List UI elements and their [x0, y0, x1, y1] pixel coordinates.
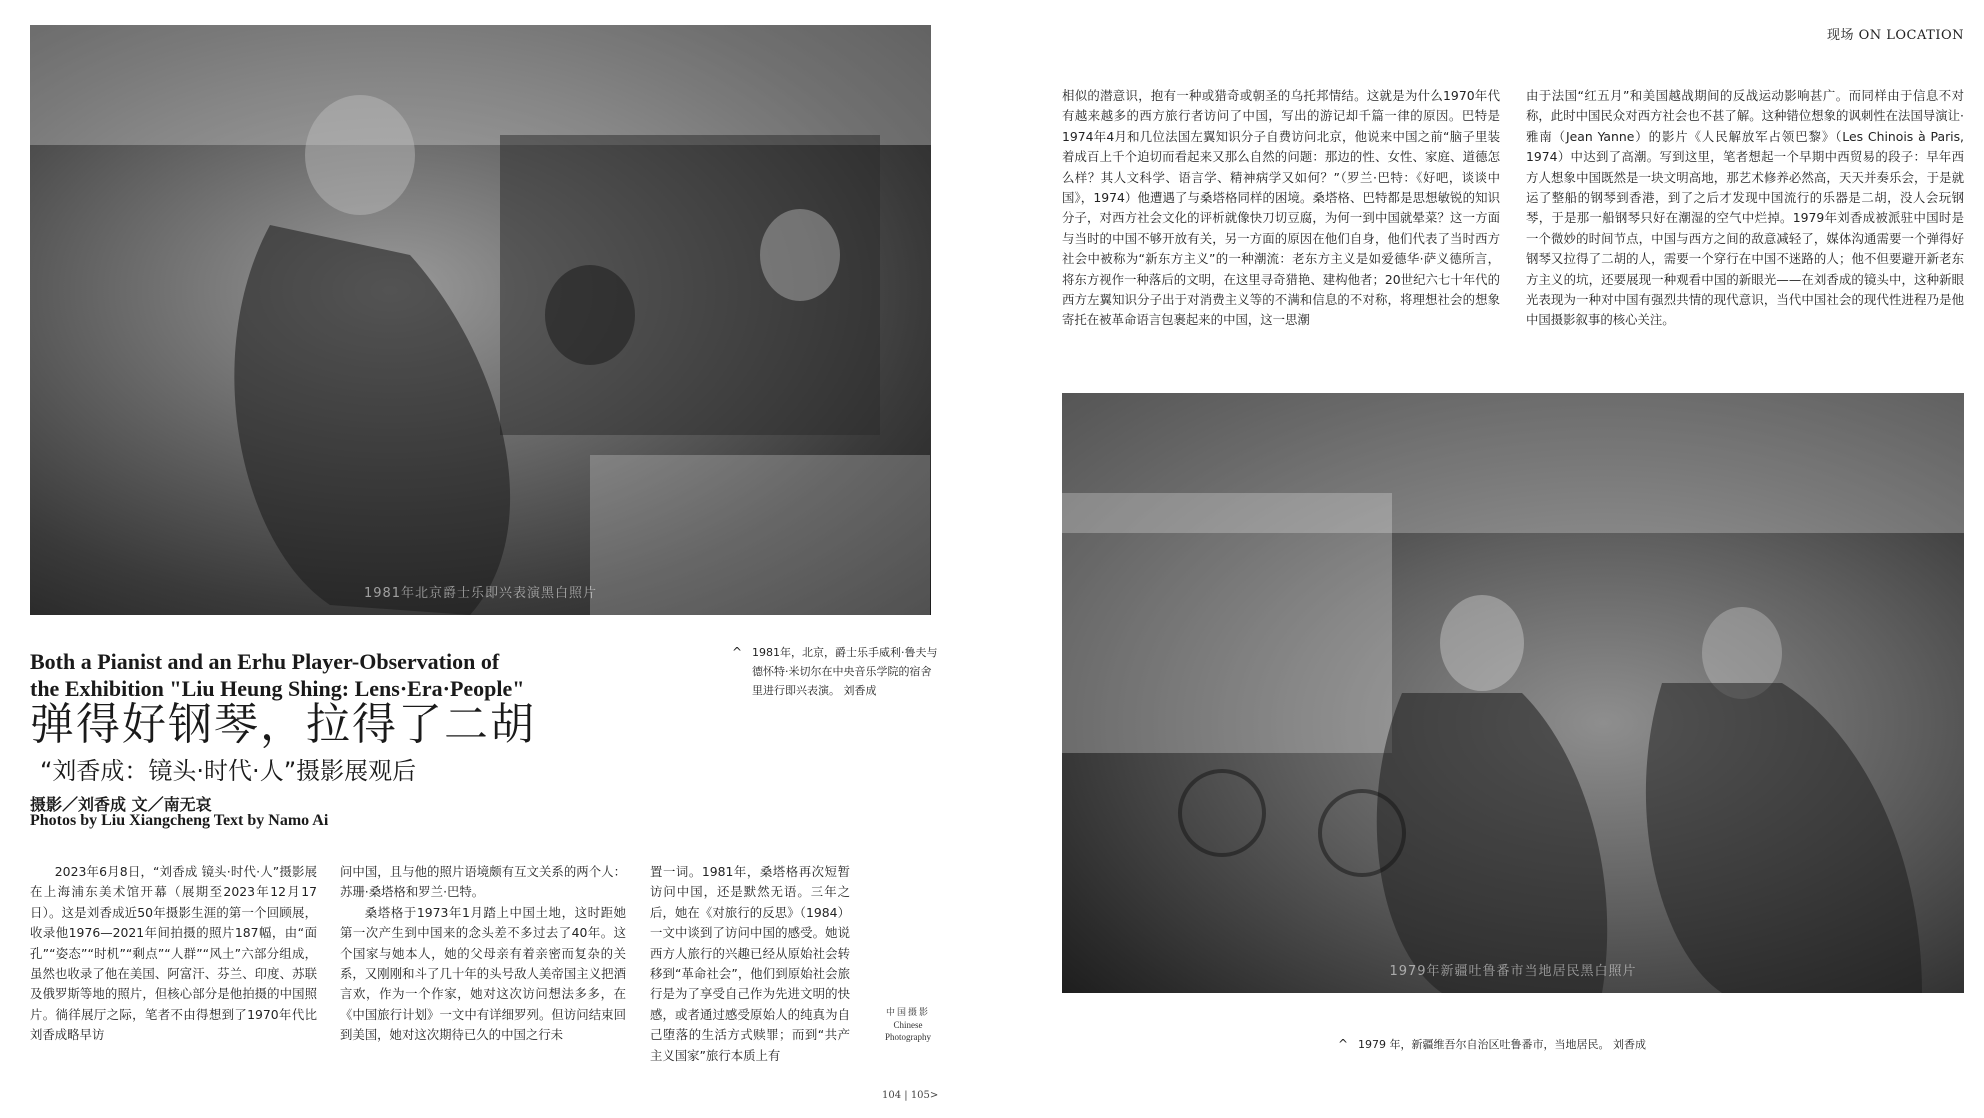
photo-2-alt: 1979年新疆吐鲁番市当地居民黑白照片: [1389, 964, 1637, 979]
body-paragraph: 由于法国“红五月”和美国越战期间的反战运动影响甚广。而同样由于信息不对称，此时中国民众对西方社会也不甚了解。这种错位想象的讽刺性在法国导演让·雅南（Jean Yanne）的影片《人民解放军占领巴黎》（Les Chinois à Paris, 1974）中达到了高潮。写到这里，笔者想起一个早期中西贸易的段子：早年西方人想象中国既然是一块文明高地，那艺术修养必然高，天天并奏乐会，于是就运了整船的钢琴到香港，到了之后才发现中国流行的乐器是二胡，没人会玩钢琴，于是那一船钢琴只好在潮湿的空气中烂掉。1979年刘香成被派驻中国时是一个微妙的时间节点，中国与西方之间的敌意减轻了，媒体沟通需要一个弹得好钢琴又拉得了二胡的人，需要一个穿行在中国不迷路的人；他不但要避开新老东方主义的坑，还要展现一种观看中国的新眼光——在刘香成的镜头中，这种新眼光表现为一种对中国有强烈共情的现代意识，当代中国社会的现代性进程乃是他中国摄影叙事的核心关注。: [1526, 88, 1964, 328]
body-column-3: [650, 862, 850, 1066]
magazine-mark: [868, 1007, 948, 1043]
photo-2-caption: [1338, 1035, 1646, 1054]
credits-english: Photos by Liu Xiangcheng Text by Namo Ai: [30, 812, 329, 829]
magazine-name-english-2: Photography: [885, 1032, 931, 1042]
body-column-2: [340, 862, 626, 1046]
caption-text: 1979 年，新疆维吾尔自治区吐鲁番市，当地居民。 刘香成: [1358, 1038, 1646, 1051]
photo-1-placeholder: [30, 25, 931, 615]
body-paragraph: 置一词。1981年，桑塔格再次短暂访问中国，还是默然无语。三年之后，她在《对旅行的反思》（1984）一文中谈到了访问中国的感受。她说西方人旅行的兴趣已经从原始社会转移到“革命社会”，他们到原始社会旅行是为了享受自己作为先进文明的快感，或者通过感受原始人的纯真为自己堕落的生活方式赎罪；而到“共产主义国家”旅行本质上有: [650, 864, 850, 1063]
title-english-line-2: the Exhibition "Liu Heung Shing: Lens·Era·People": [30, 676, 525, 701]
body-paragraph: 相似的潜意识，抱有一种或猎奇或朝圣的乌托邦情结。这就是为什么1970年代有越来越多的西方旅行者访问了中国，写出的游记却千篇一律的原因。巴特是1974年4月和几位法国左翼知识分子自费访问北京，他说来中国之前“脑子里装着成百上千个迫切而看起来又那么自然的问题：那边的性、女性、家庭、道德怎么样？其人文科学、语言学、精神病学又如何？”（罗兰·巴特：《好吧，谈谈中国》，1974）他遭遇了与桑塔格同样的困境。桑塔格、巴特都是思想敏锐的知识分子，对西方社会文化的评析就像快刀切豆腐，为何一到中国就晕菜？这一方面与当时的中国不够开放有关，另一方面的原因在他们自身，他们代表了当时西方社会中被称为“新东方主义”的一种潮流：老东方主义是如爱德华·萨义德所言，将东方视作一种落后的文明，在这里寻奇猎艳、建构他者；20世纪六七十年代的西方左翼知识分子出于对消费主义等的不满和信息的不对称，将理想社会的想象寄托在被革命语言包裹起来的中国，这一思潮: [1062, 88, 1500, 328]
photo-turpan-residents: [1062, 393, 1964, 993]
caption-line-1: ^ 1981年，北京，爵士乐手威利·鲁夫与: [732, 643, 942, 662]
magazine-name-english-1: Chinese: [893, 1020, 923, 1030]
photo-1-alt: 1981年北京爵士乐即兴表演黑白照片: [363, 586, 598, 601]
title-english: [30, 648, 530, 702]
caption-arrow-icon: ^: [732, 645, 743, 659]
title-chinese: 弹得好钢琴，拉得了二胡: [30, 699, 536, 750]
body-column-1: [30, 862, 317, 1046]
photo-1-caption: [732, 643, 942, 700]
photo-jazz-performance: [30, 25, 931, 615]
subtitle-chinese: “刘香成：镜头·时代·人”摄影展观后: [40, 757, 417, 785]
caption-line-3: 里进行即兴表演。 刘香成: [752, 684, 877, 697]
body-paragraph: 桑塔格于1973年1月踏上中国土地，这时距她第一次产生到中国来的念头差不多过去了40年。这个国家与她本人，她的父母亲有着亲密而复杂的关系，又刚刚和斗了几十年的头号敌人美帝国主义把酒言欢，作为一个作家，她对这次访问想法多多，在《中国旅行计划》一文中有详细罗列。但访问结束回到美国，她对这次期待已久的中国之行未: [340, 904, 626, 1043]
caption-arrow-icon: ^: [1338, 1037, 1349, 1051]
body-column-5: [1526, 86, 1964, 331]
page-folio: 104 | 105>: [882, 1090, 939, 1101]
title-english-line-1: Both a Pianist and an Erhu Player-Observation of: [30, 649, 500, 674]
credits-chinese: 摄影／刘香成 文／南无哀: [30, 795, 212, 814]
magazine-name-chinese: 中国摄影: [885, 1008, 930, 1018]
photo-2-placeholder: [1062, 393, 1964, 993]
caption-line-2: 德怀特·米切尔在中央音乐学院的宿舍: [752, 665, 932, 678]
body-paragraph: 2023年6月8日，“刘香成 镜头·时代·人”摄影展在上海浦东美术馆开幕（展期至2023年12月17日）。这是刘香成近50年摄影生涯的第一个回顾展，收录他1976—2021年间拍摄的照片187幅，由“面孔”“姿态”“时机”“剩点”“人群”“风土”六部分组成，虽然也收录了他在美国、阿富汗、芬兰、印度、苏联及俄罗斯等地的照片，但核心部分是他拍摄的中国照片。徜徉展厅之际，笔者不由得想到了1970年代比刘香成略早访: [30, 864, 317, 1043]
body-paragraph: 问中国，且与他的照片语境颇有互文关系的两个人：苏珊·桑塔格和罗兰·巴特。: [340, 864, 626, 900]
running-head: 现场 ON LOCATION: [1826, 28, 1964, 43]
body-column-4: [1062, 86, 1500, 331]
